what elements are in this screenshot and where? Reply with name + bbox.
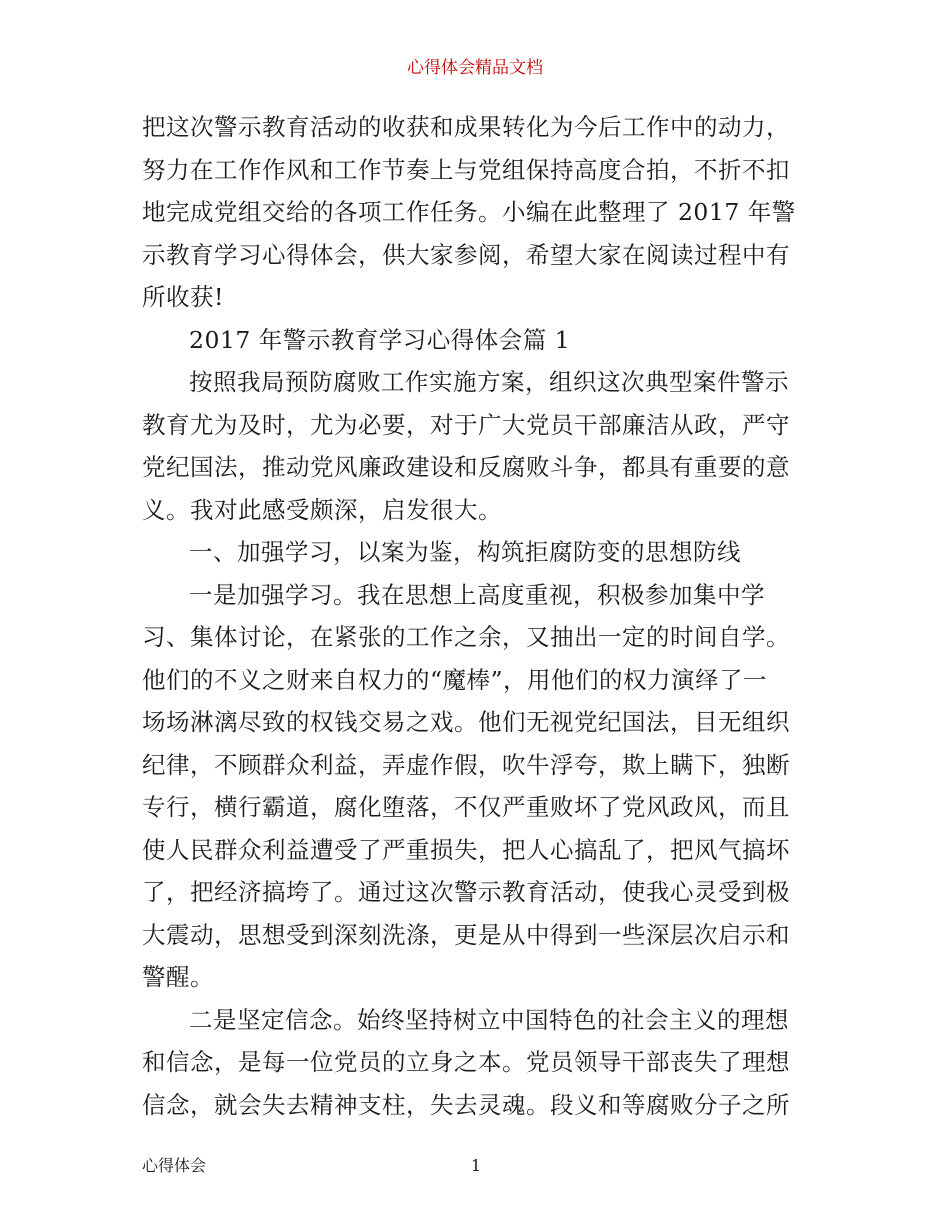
body-line: 信念，就会失去精神支柱，失去灵魂。段义和等腐败分子之所 xyxy=(142,1090,790,1119)
body-line: 专行，横行霸道，腐化堕落，不仅严重败坏了党风政风，而且 xyxy=(142,793,790,821)
body-line: 使人民群众利益遭受了严重损失，把人心搞乱了，把风气搞坏 xyxy=(142,835,790,864)
section-heading: 一、加强学习，以案为鉴，构筑拒腐防变的思想防线 xyxy=(189,538,741,566)
body-line: 把这次警示教育活动的收获和成果转化为今后工作中的动力， xyxy=(142,113,790,141)
body-line: 按照我局预防腐败工作实施方案，组织这次典型案件警示 xyxy=(189,368,789,396)
body-line: 警醒。 xyxy=(142,963,214,991)
body-line: 了，把经济搞垮了。通过这次警示教育活动，使我心灵受到极 xyxy=(142,878,790,906)
body-line: 教育尤为及时，尤为必要，对于广大党员干部廉洁从政，严守 xyxy=(142,410,790,439)
body-line: 和信念，是每一位党员的立身之本。党员领导干部丧失了理想 xyxy=(142,1048,790,1076)
body-line: 二是坚定信念。始终坚持树立中国特色的社会主义的理想 xyxy=(189,1005,789,1034)
body-line: 场场淋漓尽致的权钱交易之戏。他们无视党纪国法，目无组织 xyxy=(142,708,790,736)
body-line: 习、集体讨论，在紧张的工作之余，又抽出一定的时间自学。 xyxy=(142,623,790,651)
body-line: 一是加强学习。我在思想上高度重视，积极参加集中学 xyxy=(189,580,765,609)
body-line: 他们的不义之财来自权力的“魔棒”，用他们的权力演绎了一 xyxy=(142,665,768,694)
body-line: 努力在工作作风和工作节奏上与党组保持高度合拍，不折不扣 xyxy=(142,155,790,184)
body-line: 地完成党组交给的各项工作任务。小编在此整理了 2017 年警 xyxy=(142,198,796,226)
document-body xyxy=(142,106,814,1126)
body-line: 党纪国法，推动党风廉政建设和反腐败斗争，都具有重要的意 xyxy=(142,453,790,481)
body-line: 示教育学习心得体会，供大家参阅，希望大家在阅读过程中有 xyxy=(142,240,790,269)
page-number: 1 xyxy=(470,1156,482,1175)
body-line: 大震动，思想受到深刻洗涤，更是从中得到一些深层次启示和 xyxy=(142,920,790,949)
document-header-title: 心得体会精品文档 xyxy=(407,58,543,78)
body-line: 义。我对此感受颇深，启发很大。 xyxy=(142,495,502,524)
footer-label: 心得体会 xyxy=(142,1156,207,1175)
body-line: 所收获! xyxy=(142,283,224,311)
section-title: 2017 年警示教育学习心得体会篇 1 xyxy=(189,325,571,354)
body-line: 纪律，不顾群众利益，弄虚作假，吹牛浮夸，欺上瞒下，独断 xyxy=(142,750,790,779)
